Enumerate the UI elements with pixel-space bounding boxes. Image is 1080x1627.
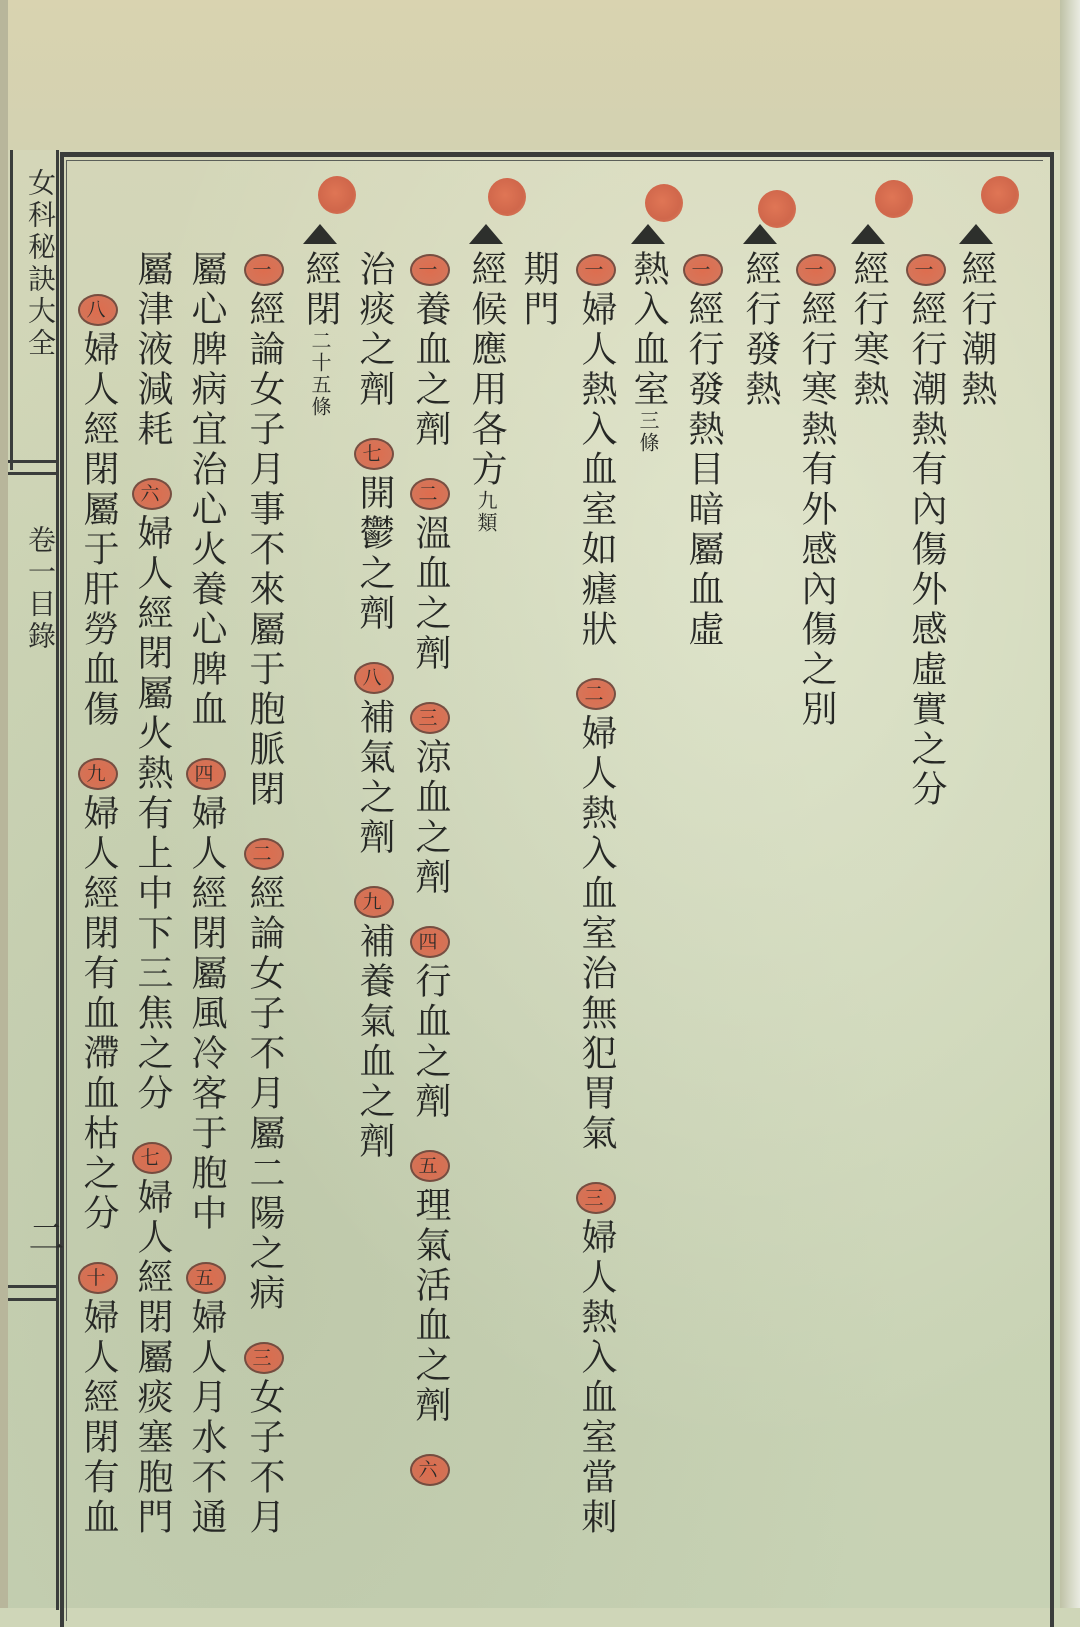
entry-text: 婦人經閉屬于肝勞血傷 <box>78 330 119 730</box>
entry-text: 經候應用各方 <box>466 250 507 490</box>
entry-text: 婦人經閉有血滯血枯之分 <box>78 794 119 1234</box>
entry-count-note: 三條 <box>636 410 660 454</box>
chapter-label: 卷一目錄 <box>24 525 57 653</box>
text-column-c12 <box>352 250 396 1162</box>
triangle-marker-icon <box>743 224 777 244</box>
text-column-c4 <box>794 250 838 730</box>
item-number-seal: 六 <box>132 478 172 510</box>
entry-count-note: 二十五條 <box>308 330 332 418</box>
text-column-c17 <box>76 290 120 1538</box>
entry-text: 經論女子月事不來屬于胞脈閉 <box>244 290 285 810</box>
entry-text: 婦人熱入血室治無犯胃氣 <box>576 714 617 1154</box>
text-column-c7 <box>626 218 670 454</box>
entry-text: 婦人經閉屬火熱有上中下三焦之分 <box>132 514 173 1114</box>
item-number-seal: 五 <box>186 1262 226 1294</box>
item-number-seal: 十 <box>78 1262 118 1294</box>
item-number-seal: 五 <box>410 1150 450 1182</box>
entry-text: 補氣之劑 <box>354 698 395 858</box>
entry-text: 治痰之劑 <box>354 250 395 410</box>
entry-text: 溫血之劑 <box>410 514 451 674</box>
text-column-c9 <box>516 250 560 330</box>
entry-text: 經行潮熱有內傷外感虛實之分 <box>906 290 947 810</box>
text-column-c13 <box>298 218 342 418</box>
text-column-c5 <box>738 218 782 410</box>
entry-text: 婦人月水不通 <box>186 1298 227 1538</box>
page-right-edge <box>1060 0 1080 1608</box>
item-number-seal: 一 <box>410 254 450 286</box>
book-title: 女科秘訣大全 <box>24 168 57 360</box>
text-column-c6 <box>681 250 725 650</box>
triangle-marker-icon <box>631 224 665 244</box>
text-column-c11 <box>408 250 452 1490</box>
red-dot-mark <box>645 184 683 222</box>
entry-text: 經行發熱目暗屬血虛 <box>683 290 724 650</box>
triangle-marker-icon <box>303 224 337 244</box>
item-number-seal: 二 <box>244 838 284 870</box>
item-number-seal: 二 <box>576 678 616 710</box>
text-column-c1 <box>954 218 998 410</box>
item-number-seal: 四 <box>410 926 450 958</box>
entry-text: 理氣活血之劑 <box>410 1186 451 1426</box>
fold-column-divider <box>8 472 56 475</box>
item-number-seal: 八 <box>354 662 394 694</box>
fold-column-rule <box>56 150 59 1610</box>
entry-text: 婦人經閉屬痰塞胞門 <box>132 1178 173 1538</box>
text-column-c16 <box>130 250 174 1538</box>
entry-text: 經行潮熱 <box>956 250 997 410</box>
red-dot-mark <box>488 178 526 216</box>
item-number-seal: 七 <box>354 438 394 470</box>
entry-text: 行血之劑 <box>410 962 451 1122</box>
item-number-seal: 一 <box>906 254 946 286</box>
entry-text: 經論女子不月屬二陽之病 <box>244 874 285 1314</box>
text-column-c15 <box>184 250 228 1538</box>
entry-text: 屬津液減耗 <box>132 250 173 450</box>
item-number-seal: 三 <box>576 1182 616 1214</box>
triangle-marker-icon <box>959 224 993 244</box>
item-number-seal: 八 <box>78 294 118 326</box>
entry-text: 經行發熱 <box>740 250 781 410</box>
text-column-c3 <box>846 218 890 410</box>
red-dot-mark <box>981 176 1019 214</box>
entry-text: 補養氣血之劑 <box>354 922 395 1162</box>
entry-text: 經行寒熱 <box>848 250 889 410</box>
triangle-marker-icon <box>851 224 885 244</box>
item-number-seal: 九 <box>354 886 394 918</box>
entry-text: 婦人經閉屬風冷客于胞中 <box>186 794 227 1234</box>
entry-text: 養血之劑 <box>410 290 451 450</box>
entry-text: 涼血之劑 <box>410 738 451 898</box>
entry-text: 婦人經閉有血 <box>78 1298 119 1538</box>
text-column-c2 <box>904 250 948 810</box>
red-dot-mark <box>875 180 913 218</box>
item-number-seal: 一 <box>576 254 616 286</box>
entry-text: 期門 <box>518 250 559 330</box>
item-number-seal: 六 <box>410 1454 450 1486</box>
entry-text: 經行寒熱有外感內傷之別 <box>796 290 837 730</box>
item-number-seal: 一 <box>683 254 723 286</box>
entry-text: 婦人熱入血室當刺 <box>576 1218 617 1538</box>
fold-column-divider <box>8 460 56 463</box>
red-dot-mark <box>318 176 356 214</box>
item-number-seal: 一 <box>244 254 284 286</box>
entry-text: 女子不月 <box>244 1378 285 1538</box>
entry-text: 開鬱之劑 <box>354 474 395 634</box>
item-number-seal: 四 <box>186 758 226 790</box>
item-number-seal: 三 <box>244 1342 284 1374</box>
text-column-c10 <box>464 218 508 534</box>
item-number-seal: 二 <box>410 478 450 510</box>
item-number-seal: 七 <box>132 1142 172 1174</box>
fold-column-rule-left <box>10 150 13 470</box>
fold-column <box>8 150 64 1610</box>
fold-column-divider <box>8 1285 56 1288</box>
entry-text: 熱入血室 <box>628 250 669 410</box>
triangle-marker-icon <box>469 224 503 244</box>
item-number-seal: 一 <box>796 254 836 286</box>
folio-number: 二 <box>23 1218 64 1254</box>
page-left-edge <box>0 0 8 1608</box>
fold-column-divider <box>8 1298 56 1301</box>
text-column-c14 <box>242 250 286 1538</box>
entry-text: 屬心脾病宜治心火養心脾血 <box>186 250 227 730</box>
entry-count-note: 九類 <box>474 490 498 534</box>
top-margin <box>0 0 1080 150</box>
item-number-seal: 九 <box>78 758 118 790</box>
entry-text: 婦人熱入血室如瘧狀 <box>576 290 617 650</box>
text-column-c8 <box>574 250 618 1538</box>
item-number-seal: 三 <box>410 702 450 734</box>
entry-text: 經閉 <box>300 250 341 330</box>
